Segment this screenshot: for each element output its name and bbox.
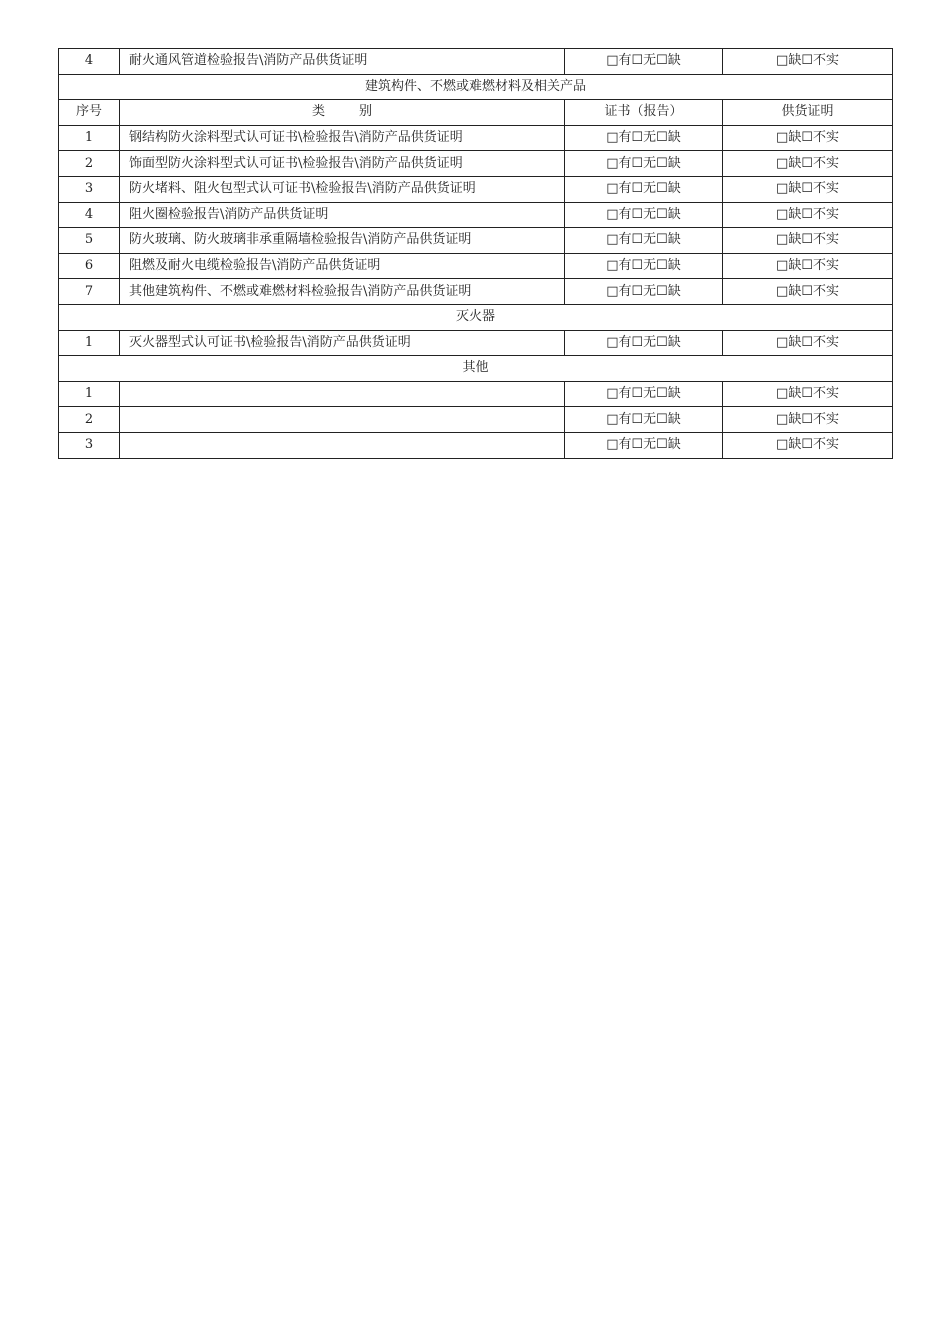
row-category: 防火玻璃、防火玻璃非承重隔墙检验报告\消防产品供货证明 xyxy=(120,228,565,254)
row-number: 1 xyxy=(59,330,120,356)
supply-proof-options[interactable]: □缺☐不实 xyxy=(723,228,893,254)
supply-proof-options[interactable]: □缺☐不实 xyxy=(723,151,893,177)
table-row xyxy=(59,432,893,458)
section-header-row xyxy=(59,304,893,330)
fire-product-checklist-table xyxy=(58,48,893,459)
row-category[interactable] xyxy=(120,381,565,407)
row-category: 其他建筑构件、不燃或难燃材料检验报告\消防产品供货证明 xyxy=(120,279,565,305)
row-number: 3 xyxy=(59,176,120,202)
certificate-options[interactable]: □有☐无☐缺 xyxy=(565,253,723,279)
table-row xyxy=(59,49,893,75)
row-category[interactable] xyxy=(120,432,565,458)
table-row xyxy=(59,330,893,356)
row-category: 钢结构防火涂料型式认可证书\检验报告\消防产品供货证明 xyxy=(120,125,565,151)
row-category: 防火堵料、阻火包型式认可证书\检验报告\消防产品供货证明 xyxy=(120,176,565,202)
supply-proof-options[interactable]: □缺☐不实 xyxy=(723,330,893,356)
table-row xyxy=(59,176,893,202)
section-header-row xyxy=(59,74,893,100)
table-row xyxy=(59,381,893,407)
row-category: 耐火通风管道检验报告\消防产品供货证明 xyxy=(120,49,565,75)
column-header-row xyxy=(59,100,893,126)
row-number: 2 xyxy=(59,407,120,433)
supply-proof-options[interactable]: □缺☐不实 xyxy=(723,432,893,458)
section-header-row xyxy=(59,356,893,382)
row-category: 饰面型防火涂料型式认可证书\检验报告\消防产品供货证明 xyxy=(120,151,565,177)
header-category xyxy=(120,100,565,126)
certificate-options[interactable]: □有☐无☐缺 xyxy=(565,279,723,305)
section-title-extinguisher: 灭火器 xyxy=(59,304,893,330)
table-row xyxy=(59,202,893,228)
row-category: 阻燃及耐火电缆检验报告\消防产品供货证明 xyxy=(120,253,565,279)
header-category-part2: 别 xyxy=(359,104,373,120)
section-title-other: 其他 xyxy=(59,356,893,382)
row-category[interactable] xyxy=(120,407,565,433)
certificate-options[interactable]: □有☐无☐缺 xyxy=(565,407,723,433)
row-number: 1 xyxy=(59,125,120,151)
certificate-options[interactable]: □有☐无☐缺 xyxy=(565,125,723,151)
row-number: 3 xyxy=(59,432,120,458)
certificate-options[interactable]: □有☐无☐缺 xyxy=(565,176,723,202)
supply-proof-options[interactable]: □缺☐不实 xyxy=(723,125,893,151)
supply-proof-options[interactable]: □缺☐不实 xyxy=(723,279,893,305)
row-number: 2 xyxy=(59,151,120,177)
table-body xyxy=(59,49,893,459)
supply-proof-options[interactable]: □缺☐不实 xyxy=(723,407,893,433)
row-number: 1 xyxy=(59,381,120,407)
certificate-options[interactable]: □有☐无☐缺 xyxy=(565,330,723,356)
row-number: 5 xyxy=(59,228,120,254)
header-category-part1: 类 xyxy=(311,104,325,120)
header-number: 序号 xyxy=(59,100,120,126)
table-row xyxy=(59,253,893,279)
row-category: 阻火圈检验报告\消防产品供货证明 xyxy=(120,202,565,228)
supply-proof-options[interactable]: □缺☐不实 xyxy=(723,49,893,75)
certificate-options[interactable]: □有☐无☐缺 xyxy=(565,381,723,407)
row-number: 7 xyxy=(59,279,120,305)
row-number: 6 xyxy=(59,253,120,279)
supply-proof-options[interactable]: □缺☐不实 xyxy=(723,381,893,407)
row-category: 灭火器型式认可证书\检验报告\消防产品供货证明 xyxy=(120,330,565,356)
section-title-building: 建筑构件、不燃或难燃材料及相关产品 xyxy=(59,74,893,100)
table-row xyxy=(59,228,893,254)
supply-proof-options[interactable]: □缺☐不实 xyxy=(723,253,893,279)
certificate-options[interactable]: □有☐无☐缺 xyxy=(565,151,723,177)
supply-proof-options[interactable]: □缺☐不实 xyxy=(723,202,893,228)
row-number: 4 xyxy=(59,202,120,228)
header-supply-proof: 供货证明 xyxy=(723,100,893,126)
row-number: 4 xyxy=(59,49,120,75)
certificate-options[interactable]: □有☐无☐缺 xyxy=(565,228,723,254)
certificate-options[interactable]: □有☐无☐缺 xyxy=(565,432,723,458)
table-row xyxy=(59,407,893,433)
certificate-options[interactable]: □有☐无☐缺 xyxy=(565,202,723,228)
supply-proof-options[interactable]: □缺☐不实 xyxy=(723,176,893,202)
table-row xyxy=(59,151,893,177)
header-certificate: 证书（报告） xyxy=(565,100,723,126)
table-row xyxy=(59,125,893,151)
certificate-options[interactable]: □有☐无☐缺 xyxy=(565,49,723,75)
table-row xyxy=(59,279,893,305)
